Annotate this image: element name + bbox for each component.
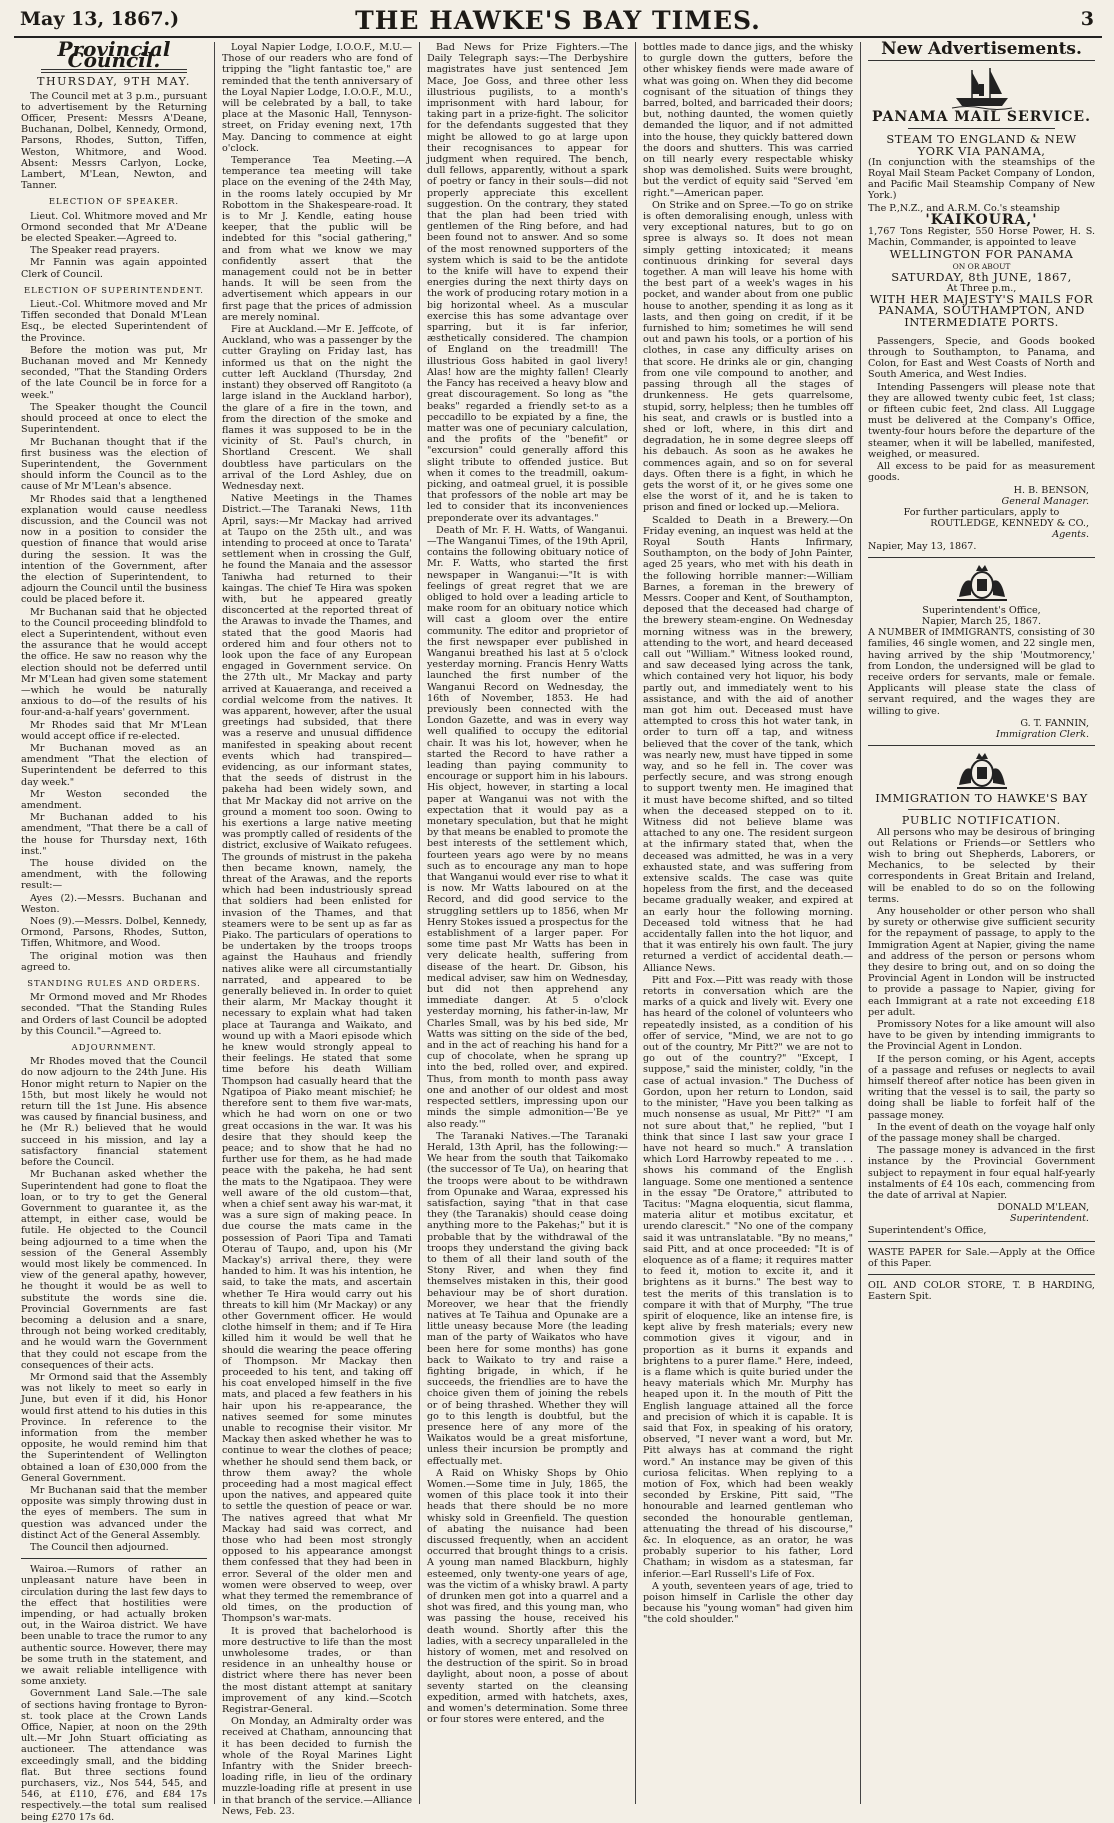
signature: H. B. BENSON, [1013,484,1089,496]
newspaper-title: THE HAWKE'S BAY TIMES. [355,6,761,35]
article-paragraph: Scalded to Death in a Brewery.—On Friday evening, an inquest was held at the Royal South Hants Infirmary, Southampton, on the body of John Painter, aged 25 years, who met with his death in the following horrible manner:—William Barnes, a foreman in the brewery of Messrs. Cooper and Kent, of Southampton, deposed that the deceased had charge of the brewery steam-engine. On Wednesday morning witness was in the brewery, attending to the wort, and heard deceased call out "William." Witness looked round, and saw deceased lying across the tank, which contained very hot liquor, his body partly out, and immediately went to his assistance, and with the aid of another man got him out. Deceased must have attempted to cross this hot water tank, in order to turn off a tap, and witness believed that the cover of the tank, which was nearly new, must have tipped in some way, and so he fell in. The cover was perfectly secure, and was strong enough to support twenty men. He imagined that it must have become shifted, and so tilted when the deceased stepped on to it. Witness did not believe blame was attached to any one. The resident surgeon at the infirmary stated that, when the deceased was admitted, he was in a very exhausted state, and was suffering from extensive scalds. The case was quite hopeless from the first, and the deceased became gradually weaker, and expired at an early hour the following morning. Deceased told witness that he had accidentally fallen into the hot liquor, and that it was entirely his own fault. The jury returned a verdict of accidental death.—Alliance News. [643,514,853,974]
column-5-advertisements [861,39,1102,1804]
immigration-office: Superintendent's Office, [922,604,1041,616]
panama-route: STEAM TO ENGLAND & NEW YORK VIA PANAMA, [886,132,1077,158]
article-paragraph: The Council then adjourned. [30,1542,169,1553]
article-paragraph: Mr Rhodes moved that the Council do now adjourn to the 24th June. His Honor might return to Napier on the 15th, but most likely he would not return till the 1st June. His absence was caused by financial business, and he (Mr R.) believed that he would succeed in his mission, and lay a satisfactory financial statement before the Council. [21,1056,207,1169]
article-paragraph: Mr Rhodes said that Mr M'Lean would accept office if re-elected. [21,719,207,742]
issue-date: May 13, 1867.) [20,8,180,30]
divider [868,1274,1095,1275]
article-paragraph: Mr Ormond moved and Mr Rhodes seconded. "That the Standing Rules and Orders of last Council be adopted by this Council."—Agreed to. [21,992,207,1037]
article-paragraph: A Raid on Whisky Shops by Ohio Women.—Some time in July, 1865, the women of this place took it into their heads that there should be no more whisky sold in Greenfield. The question of abating the nuisance had been discussed frequently, when an accident occurred that brought things to a crisis. A young man named Blackburn, highly esteemed, only twenty-one years of age, was the victim of a whisky brawl. A party of drunken men got into a quarrel and a shot was fired, and this young man, who was passing the house, received his death wound. Shortly after this the ladies, with a secrecy unparalleled in the history of women, met and resolved on the destruction of the spirit. So in broad daylight, about noon, a posse of about seventy started on the cleansing expedition, armed with hatchets, axes, and women's determination. Some three or four stores were entered, and the [427,1467,628,1726]
article-paragraph: Before the motion was put, Mr Buchanan moved and Mr Kennedy seconded, "That the Standing Orders of the late Council be in force for a week." [21,344,207,401]
article-paragraph: Mr Buchanan said that the member opposite was simply throwing dust in the eyes of members. The sum in question was advanced under the distinct Act of the General Assembly. [21,1484,207,1541]
ship-details: 1,767 Tons Register, 550 Horse Power, H. S. Machin, Commander, is appointed to leave [868,226,1095,249]
ad-paragraph: All excess to be paid for as measurement goods. [868,461,1095,484]
article-paragraph: Temperance Tea Meeting.—A temperance tea meeting will take place on the evening of the 24th May, in the rooms lately occupied by Mr Robottom in the Shakespeare-road. It is to Mr J. Kendle, eating house keeper, that the public will be indebted for this "social gathering," and from what we know we may confidently assert that the management could not be in better hands. It will be seen from the advertisement which appears in our first page that the prices of admission are merely nominal. [222,155,412,323]
departure-date: SATURDAY, 8th JUNE, 1867, [891,269,1072,284]
agents-name: ROUTLEDGE, KENNEDY & CO., [930,518,1089,530]
steamship-icon [952,66,1012,110]
column-2 [215,42,420,1817]
ad-office: Superintendent's Office, [868,1224,987,1236]
divider [908,809,1055,810]
section-title: Provincial Council. [57,37,171,73]
ad-paragraph: If the person coming, or his Agent, accepts of a passage and refuses or neglects to avail himself thereof after notice has been given in writing that the vessel is to sail, the party so doing shall be liable to forfeit half of the passage money. [868,1053,1095,1121]
article-paragraph: Noes (9).—Messrs. Dolbel, Kennedy, Ormond, Parsons, Rhodes, Sutton, Tiffen, Whitmore, and Wood. [21,916,207,950]
article-paragraph: Mr Rhodes said that a lengthened explanation would cause needless discussion, and the Council was not now in a position to consider the question of finance that would arise during the session. It was the intention of the Government, after the election of Superintendent, to adjourn the Council until the business could be placed before it. [21,493,207,606]
agents-label: Agents. [1052,529,1089,541]
subheading: ELECTION OF SUPERINTENDENT. [24,284,204,295]
article-paragraph: Government Land Sale.—The sale of sections having frontage to Byron-st. took place at the Crown Lands Office, Napier, at noon on the 29th ult.—Mr John Stuart officiating as auctioneer. The attendance was exceedingly small, and the bidding flat. But three sections found purchasers, viz., Nos 544, 545, and 546, at £110, £76, and £84 17s respectively.—the total sum realised being £270 17s 6d. [21,1688,207,1823]
article-paragraph: Native Meetings in the Thames District.—The Taranaki News, 11th April, says:—Mr Mackay had arrived at Taupo on the 25th ult., and was intending to proceed at once to Tarata' settlement when in crossing the Gulf, he found the Manaia and the assessor Taniwha had returned to their kaingas. The chief Te Hira was spoken with, but he appeared greatly disconcerted at the reported threat of the Arawas to invade the Thames, and stated that the good Maoris had ordered him and four others not to look upon the face of any European engaged in Government service. On the 27th ult., Mr Mackay and party arrived at Kauaeranga, and received a cordial welcome from the natives. It was apparent, however, after the usual greetings had subsided, that there was a reserve and unusual diffidence manifested in speaking about recent events which had transpired—evidencing, as our informant states, that the seeds of distrust in the pakeha had been widely sown, and that Mr Mackay did not arrive on the ground a moment too soon. Owing to his exertions a large native meeting was promptly called of residents of the district, exclusive of Waikato refugees. The grounds of mistrust in the pakeha then became known, namely, the threat of the Arawas, and the reports which had been industriously spread that soldiers had been enlisted for invasion of the Thames, and that steamers were to be sent up as far as Piako. The particulars of operations to be undertaken by the troops troops against the Hauhaus and friendly natives alike were all circumstantially narrated, and appeared to be generally believed in. In order to quiet their alarm, Mr Mackay thought it necessary to explain what had taken place at Tauranga and Waikato, and wound up with a Maori episode which he knew would strongly appeal to their feelings. He stated that some time before his death William Thompson had casually heard that the Ngatipoa of Piako meant mischief; he therefore sent to them five war-mats, which he had worn on one or two great occasions in the war. It was his desire that they should keep the peace; and to show that he had no further use for them, as he had made peace with the pakeha, he had sent the mats to the Ngatipaoa. They were well aware of the old custom—that, when a chief sent away his war-mat, it was a sure sign of making peace. In due course the mats came in the possession of Paori Tipa and Tamati Oterau of Taupo, and, upon his (Mr Mackay's) arrival there, they were handed to him. It was his intention, he said, to take the mats, and ascertain whether Te Hira would carry out his threats to kill him (Mr Mackay) or any other Government officer. He would clothe himself in them; and if Te Hira killed him it would be well that he should die wearing the peace offering of Thompson. Mr Mackay then proceeded to his tent, and taking off his coat enveloped himself in the five mats, and placed a few feathers in his hair upon his re-appearance, the natives seemed for some minutes unable to recognise their visitor. Mr Mackay then asked whether he was to continue to wear the clothes of peace; whether he should send them back, or throw them away? the whole proceeding had a most magical effect upon the natives, and appeared quite to settle the question of peace or war. The natives agreed that what Mr Mackay had said was correct, and those who had been most strongly opposed to his appearance amongst them confessed that they had been in error. Several of the older men and women were observed to weep, over what they termed the remembrance of old times, on the production of Thompson's war-mats. [222,493,412,1625]
panama-destination: WELLINGTON FOR PANAMA [889,247,1074,262]
ad-paragraph: Promissory Notes for a like amount will also have to be given by intending immigrants to the Provincial Agent in London. [868,1019,1095,1053]
signature: G. T. FANNIN, [1020,717,1089,729]
article-paragraph: Mr Buchanan moved as an amendment "That the election of Superintendent be deferred to this day week." [21,742,207,788]
article-paragraph: Ayes (2).—Messrs. Buchanan and Weston. [21,892,207,915]
ad-paragraph: Intending Passengers will please note that they are allowed twenty cubic feet, 1st class; or fifteen cubic feet, 2nd class. All Luggage must be delivered at the Company's Office, twenty-four hours before the departure of the steamer, when it will be labelled, manifested, weighed, or measured. [868,381,1095,460]
ad-paragraph: Passengers, Specie, and Goods booked through to Southampton, to Panama, and Colon, for East and West Coasts of North and South America, and West Indies. [868,335,1095,381]
article-paragraph: On Monday, an Admiralty order was received at Chatham, announcing that it has been decided to furnish the whole of the Royal Marines Light Infantry with the Snider breech-loading rifle, in lieu of the ordinary muzzle-loading rifle at present in use in that branch of the service.—Alliance News, Feb. 23. [222,1716,412,1817]
article-paragraph: It is proved that bachelorhood is more destructive to life than the most unwholesome trades, or than residence in an unhealthy house or district where there has never been the most distant attempt at sanitary improvement of any kind.—Scotch Registrar-General. [222,1625,412,1716]
article-paragraph: Mr Buchanan added to his amendment, "That there be a call of the house for Thursday next, 16th inst." [21,812,207,857]
ad-dateline: Napier, May 13, 1867. [868,540,977,552]
divider [868,60,1095,61]
subheading: ADJOURNMENT. [71,1042,157,1053]
article-paragraph: The original motion was then agreed to. [21,950,207,973]
advertisements-heading: New Advertisements. [881,39,1082,59]
article-paragraph: Death of Mr. F. H. Watts, of Wanganui.—The Wanganui Times, of the 19th April, contains the following obituary notice of Mr. F. Watts, who started the first newspaper in Wanganui:—"It is with feelings of great regret that we are obliged to hold over a leading article to make room for an obituary notice which will cast a gloom over the entire community. The editor and proprietor of the first newspaper ever published in Wanganui breathed his last at 5 o'clock yesterday morning. Francis Henry Watts launched the first number of the Wanganui Record on Wednesday, the 16th of November, 1853. He had previously been connected with the London Gazette, and was in every way well qualified to occupy the editorial chair. It was his lot, however, when he started the Record to have rather a leading than paying community to encourage or support him in his labours. His object, however, in starting a local paper at Wanganui was not with the expectation that it would pay as a monetary speculation, but that he might by that means be enabled to promote the best interests of the settlement which, fourteen years ago were by no means such as to encourage any man to hope that Wanganui would ever rise to what it is now. Mr Watts laboured on at the Record, and did good service to the struggling settlers up to 1856, when Mr Henry Stokes issued a prospectus for the establishment of a larger paper. For some time past Mr Watts has been in very delicate health, suffering from disease of the heart. Dr. Gibson, his medical adviser, saw him on Wednesday, but did not then apprehend any immediate danger. At 5 o'clock yesterday morning, his father-in-law, Mr Charles Small, was by his bed side, Mr Watts was sitting on the side of the bed, and in the act of reaching his hand for a cup of chocolate, when he sprang up into the bed, rolled over, and expired. Thus, from month to month pass away one and another of our oldest and most respected settlers, impressing upon our minds the simple admonition—'Be ye also ready.'" [427,524,628,1130]
public-notification: PUBLIC NOTIFICATION. [901,814,1062,828]
divider [21,1558,207,1559]
royal-arms-icon [953,751,1011,791]
masthead [14,6,1102,38]
article-paragraph: Lieut.-Col. Whitmore moved and Mr Tiffen seconded that Donald M'Lean Esq., be elected Superintendent of the Province. [21,299,207,344]
signature-title: Immigration Clerk. [996,728,1089,740]
article-paragraph: Loyal Napier Lodge, I.O.O.F., M.U.—Those of our readers who are fond of tripping the "light fantastic toe," are reminded that the tenth anniversary of the Loyal Napier Lodge, I.O.O.F., M.U., will be celebrated by a ball, to take place at the Masonic Hall, Tennyson-street, on Friday evening next, 17th May. Dancing to commence at eight o'clock. [222,42,412,154]
article-paragraph: Pitt and Fox.—Pitt was ready with those retorts in conversation which are the marks of a quick and lively wit. Every one has heard of the colonel of volunteers who repeatedly insisted, as a condition of his offer of service, "Mind, we are not to go out of the country, Mr Pitt?" we are not to go out of the country?" "Except, I suppose," said the minister, coldly, "in the case of actual invasion." The Duchess of Gordon, upon her return to London, said to the minister, "Have you been talking as much nonsense as usual, Mr Pitt?" "I am not sure about that," he replied, "but I think that since I last saw your grace I have not heard so much." A translation which Lord Harrowby repeated to me . . . shows his command of the English language. Some one mentioned a sentence in the essay "De Oratore," attributed to Tacitus: "Magna eloquentia, sicut flamma, materia alitur et motibus excitatur, et urendo clarescit." "No one of the company said it was untranslatable. "By no means," said Pitt, and at once proceeded: "It is of eloquence as of a flame; it requires matter to feed it, motion to excite it, and it brightens as it burns." The best way to test the merits of this translation is to compare it with that of Murphy, "The true spirit of eloquence, like an intense fire, is kept alive by fresh materials; every new commotion gives it vigour, and in proportion as it burns it expands and brightens to a purer flame." Here, indeed, is a flame which is quite buried under the heavy materials which Mr. Murphy has heaped upon it. In the mouth of Pitt the English language attained all the force and precision of which it is capable. It is said that Fox, in speaking of his oratory, observed, "I never want a word, but Mr. Pitt always has at command the right word." An instance may be given of this curiosa felicitas. When replying to a motion of Fox, which had been weakly seconded by Erskine, Pitt said, "The honourable and learned gentleman who seconded the honourable gentleman, attenuating the thread of his discourse," &c. In eloquence, as an orator, he was probably superior to his father, Lord Chatham; in wisdom as a statesman, far inferior.—Earl Russell's Life of Fox. [643,974,853,1580]
page-number: 3 [1080,8,1094,30]
waste-paper-ad: WASTE PAPER for Sale.—Apply at the Office of this Paper. [868,1246,1095,1270]
ad-paragraph: Any householder or other person who shall by surety or otherwise give sufficient security for the repayment of passage, to apply to the Immigration Agent at Napier, giving the name and address of the person or persons whom they desire to bring out, and on so doing the Provincial Agent in London will be instructed to provide a passage to Napier, giving for each Immigrant at a rate not exceeding £18 per adult. [868,905,1095,1018]
mails-line: WITH HER MAJESTY'S MAILS FOR PANAMA, SOUTHAMPTON, AND INTERMEDIATE PORTS. [869,292,1094,329]
further-particulars: For further particulars, apply to [903,506,1060,518]
article-paragraph: Mr Buchanan said that he objected to the Council proceeding blindfold to elect a Superintendent, without even the assurance that he would accept the office. He saw no reason why the election should not be deferred until Mr M'Lean had given some statement—which he would be naturally anxious to do—of the results of his four-and-a-half years' government. [21,606,207,719]
article-paragraph: The house divided on the amendment, with the following result:— [21,858,207,892]
divider [868,745,1095,746]
article-paragraph: The Council met at 3 p.m., pursuant to advertisement by the Returning Officer, Present: Messrs A'Deane, Buchanan, Dolbel, Kennedy, Ormond, Parsons, Rhodes, Sutton, Tiffen, Weston, Whitmore, and Wood. Absent: Messrs Carlyon, Locke, Lambert, M'Lean, Newton, and Tanner. [21,90,207,192]
article-paragraph: On Strike and on Spree.—To go on strike is often demoralising enough, unless with very exceptional natures, but to go on spree is always so. It does not mean simply getting intoxicated; it means continuous drinking for several days together. A man will leave his home with the best part of a week's wages in his pocket, and wander about from one public house to another, spending it as long as it lasts, and then going on credit, if it be furnished to him; sometimes he will send out and pawn his tools, or a portion of his clothes, in case any difficulty arises on that score. He drinks ale or gin, changing from one vile compound to another, and passing through all the stages of drunkenness. He gets quarrelsome, stupid, sorry, helpless; then he tumbles off his seat, and crawls or is bustled into a shed or loft, where, in this dirt and degradation, he in some degree sleeps off his debauch. As soon as he awakes he commences again, and so on for several days. Often there is a fight, in which he gets the worst of it, or he gives some one else the worst of it, and he is taken to prison and fined or locked up.—Meliora. [643,199,853,514]
signature-title: General Manager. [1001,495,1089,507]
subheading: STANDING RULES AND ORDERS. [27,978,201,989]
ad-paragraph: In the event of death on the voyage half only of the passage money shall be charged. [868,1121,1095,1145]
signature: DONALD M'LEAN, [997,1202,1089,1214]
article-paragraph: Fire at Auckland.—Mr E. Jeffcote, of Auckland, who was a passenger by the cutter Grayling on Friday last, has informed us that on the night the cutter left Auckland (Thursday, 2nd instant) they observed off Rangitoto (a large island in the Auckland harbor), the glare of a fire in the town, and from the direction of the smoke and flames it was supposed to be in the vicinity of St. Paul's church, in Shortland Crescent. We shall doubtless have particulars on the arrival of the Lord Ashley, due on Wednesday next. [222,324,412,492]
subheading: ELECTION OF SPEAKER. [48,196,180,207]
panama-title: PANAMA MAIL SERVICE. [872,109,1091,126]
panama-conjunction: (In conjunction with the steamships of the Royal Mail Steam Packet Company of London, and Pacific Mail Steamship Company of New York.) [868,156,1095,202]
ad-paragraph: All persons who may be desirous of bringing out Relations or Friends—or Settlers who wish to bring out Shepherds, Laborers, or Mechanics, to be selected by their correspondents in Great Britain and Ireland, will be enabled to do so on the following terms. [868,826,1095,905]
column-1 [14,37,215,1823]
oil-color-store-ad: OIL AND COLOR STORE, T. B HARDING, Eastern Spit. [868,1280,1095,1303]
divider [868,557,1095,558]
article-paragraph: Mr Buchanan thought that if the first business was the election of Superintendent, the Government should inform the Council as to the cause of Mr M'Lean's absence. [21,436,207,493]
royal-arms-icon [953,563,1011,603]
article-paragraph: A youth, seventeen years of age, tried to poison himself in Carlisle the other day because his "young woman" had given him "the cold shoulder." [643,1580,853,1626]
article-paragraph: The Speaker thought the Council should proceed at once to elect the Superintendent. [21,401,207,436]
article-paragraph: bottles made to dance jigs, and the whisky to gurgle down the gutters, before the other whiskey fiends were made aware of what was going on. When they did become cognisant of the situation of things they barred, bolted, and barricaded their doors; but, nothing daunted, the women quietly demanded the liquor, and if not admitted into the house, they quickly battered down the doors and shutters. This was carried on till nearly every respectable whisky shop was demolished. Suits were brought, but the verdict of equity said "Served 'em right."—American paper. [643,42,853,199]
council-dateline: THURSDAY, 9TH MAY. [37,75,191,89]
article-paragraph: Mr Buchanan asked whether the Superintendent had gone to float the loan, or to try to get the General Government to guarantee it, as the attempt, in either case, would be futile. He objected to the Council being adjourned to a time when the session of the General Assembly would most likely be commenced. In view of the general apathy, however, he thought it would be as well to substitute the words sine die. Provincial Governments are fast becoming a delusion and a snare, through not being worked creditably, and he would warn the Government that they could not escape from the consequences of their acts. [21,1169,207,1371]
panama-steamship-line: The P.,N.Z., and A.R.M. Co.'s steamship [868,202,1060,214]
signature-title: Superintendent. [1009,1213,1089,1225]
divider [868,1241,1095,1242]
article-paragraph: Bad News for Prize Fighters.—The Daily Telegraph says:—The Derbyshire magistrates have just sentenced Jem Mace, Joe Goss, and three other less illustrious pugilists, to a month's imprisonment with hard labour, for taking part in a prize-fight. The solicitor for the defendants suggested that they might be allowed to go at large upon their recognisances to appear for judgment when required. The bench, dull fellows, apparently, without a spark of poetry or fancy in their souls—did not properly appreciate this excellent suggestion. On the contrary, they stated that the plan had been tried with gentlemen of the Ring before, and had been found not to answer. And so some of the most renowned supporters of the system which is said to be the antidote to the knife will have to expend their energies during the next thirty days on the work of producing rotary motion in a big horizontal wheel. As a muscular exercise this has some advantage over sparring, but it is far inferior, æsthetically considered. The champion of England on the treadmill! The illustrious Goss habited in gaol livery! Alas! how are the mighty fallen! Clearly the Fancy has received a heavy blow and great discouragement. So long as "the beaks" regarded a friendly set-to as a peccadillo to be expiated by a fine, the matter was one of pecuniary calculation, and the profits of the "benefit" or "excursion" could generally afford this slight tribute to offended justice. But when it comes to the treadmill, oakum-picking, and oatmeal gruel, it is possible that professors of the noble art may be led to consider that its inconveniences preponderate over its advantages." [427,42,628,524]
column-4 [636,42,861,1804]
immigrants-notice: A NUMBER of IMMIGRANTS, consisting of 30 families, 46 single women, and 22 single men, having arrived by the ship 'Moutmorency,' from London, the undersigned will be glad to receive orders for servants, male or female. Applicants will please state the class of servant required, and the wages they are willing to give. [868,627,1095,717]
on-or-about: ON OR ABOUT [952,261,1011,271]
article-paragraph: The Speaker read prayers. [30,245,160,257]
columns [14,37,1102,1823]
ad-paragraph: The passage money is advanced in the first instance by the Provincial Government subject to repayment in four equal half-yearly instalments of £4 10s each, commencing from the date of arrival at Napier. [868,1145,1095,1202]
column-3 [420,42,636,1804]
ship-name: 'KAIKOURA,' [925,211,1038,228]
article-paragraph: Mr Ormond said that the Assembly was not likely to meet so early in June, but even if it did, his Honor would first attend to his duties in this Province. In reference to the information from the member opposite, he would remind him that the Superintendent of Wellington obtained a loan of £30,000 from the General Government. [21,1371,207,1484]
article-paragraph: Mr Fannin was again appointed Clerk of Council. [21,257,207,280]
divider [908,128,1055,129]
article-paragraph: The Taranaki Natives.—The Taranaki Herald, 13th April, has the following:—We hear from the south that Taikomako (the successor of Te Ua), on hearing that the troops were about to be withdrawn from Opunake and Waraa, expressed his satisfaction, saying "that in that case they (the Taranakis) should cease doing anything more to the Pakehas;" but it is probable that by the withdrawal of the troops they understand the giving back to them of all their land south of the Stony River, and when they find themselves mistaken in this, their good behaviour may be of short duration. Moreover, we hear that the friendly natives at Te Taihua and Opunake are a little uneasy because More (the leading man of the party of Waikatos who have been here for some months) has gone back to Waikato to try and raise a fighting brigade, in which, if he succeeds, the friendlies are to have the choice given them of joining the rebels or of being thrashed. Whether they will go to this length is doubtful, but the presence here of any more of the Waikatos would be a great misfortune, unless their incursion be promptly and effectually met. [427,1130,628,1467]
article-paragraph: Mr Weston seconded the amendment. [21,788,207,811]
article-paragraph: Lieut. Col. Whitmore moved and Mr Ormond seconded that Mr A'Deane be elected Speaker.—Agreed to. [21,210,207,245]
departure-time: At Three p.m., [946,283,1017,295]
immigration-date: Napier, March 25, 1867. [921,615,1042,627]
immigration-title: IMMIGRATION TO HAWKE'S BAY [875,791,1088,806]
article-paragraph: Wairoa.—Rumors of rather an unpleasant nature have been in circulation during the last few days to the effect that hostilities were impending, or had actually broken out, in the Wairoa district. We have been unable to trace the rumor to any authentic source. However, there may be some truth in the statement, and we await reliable intelligence with some anxiety. [21,1564,207,1688]
